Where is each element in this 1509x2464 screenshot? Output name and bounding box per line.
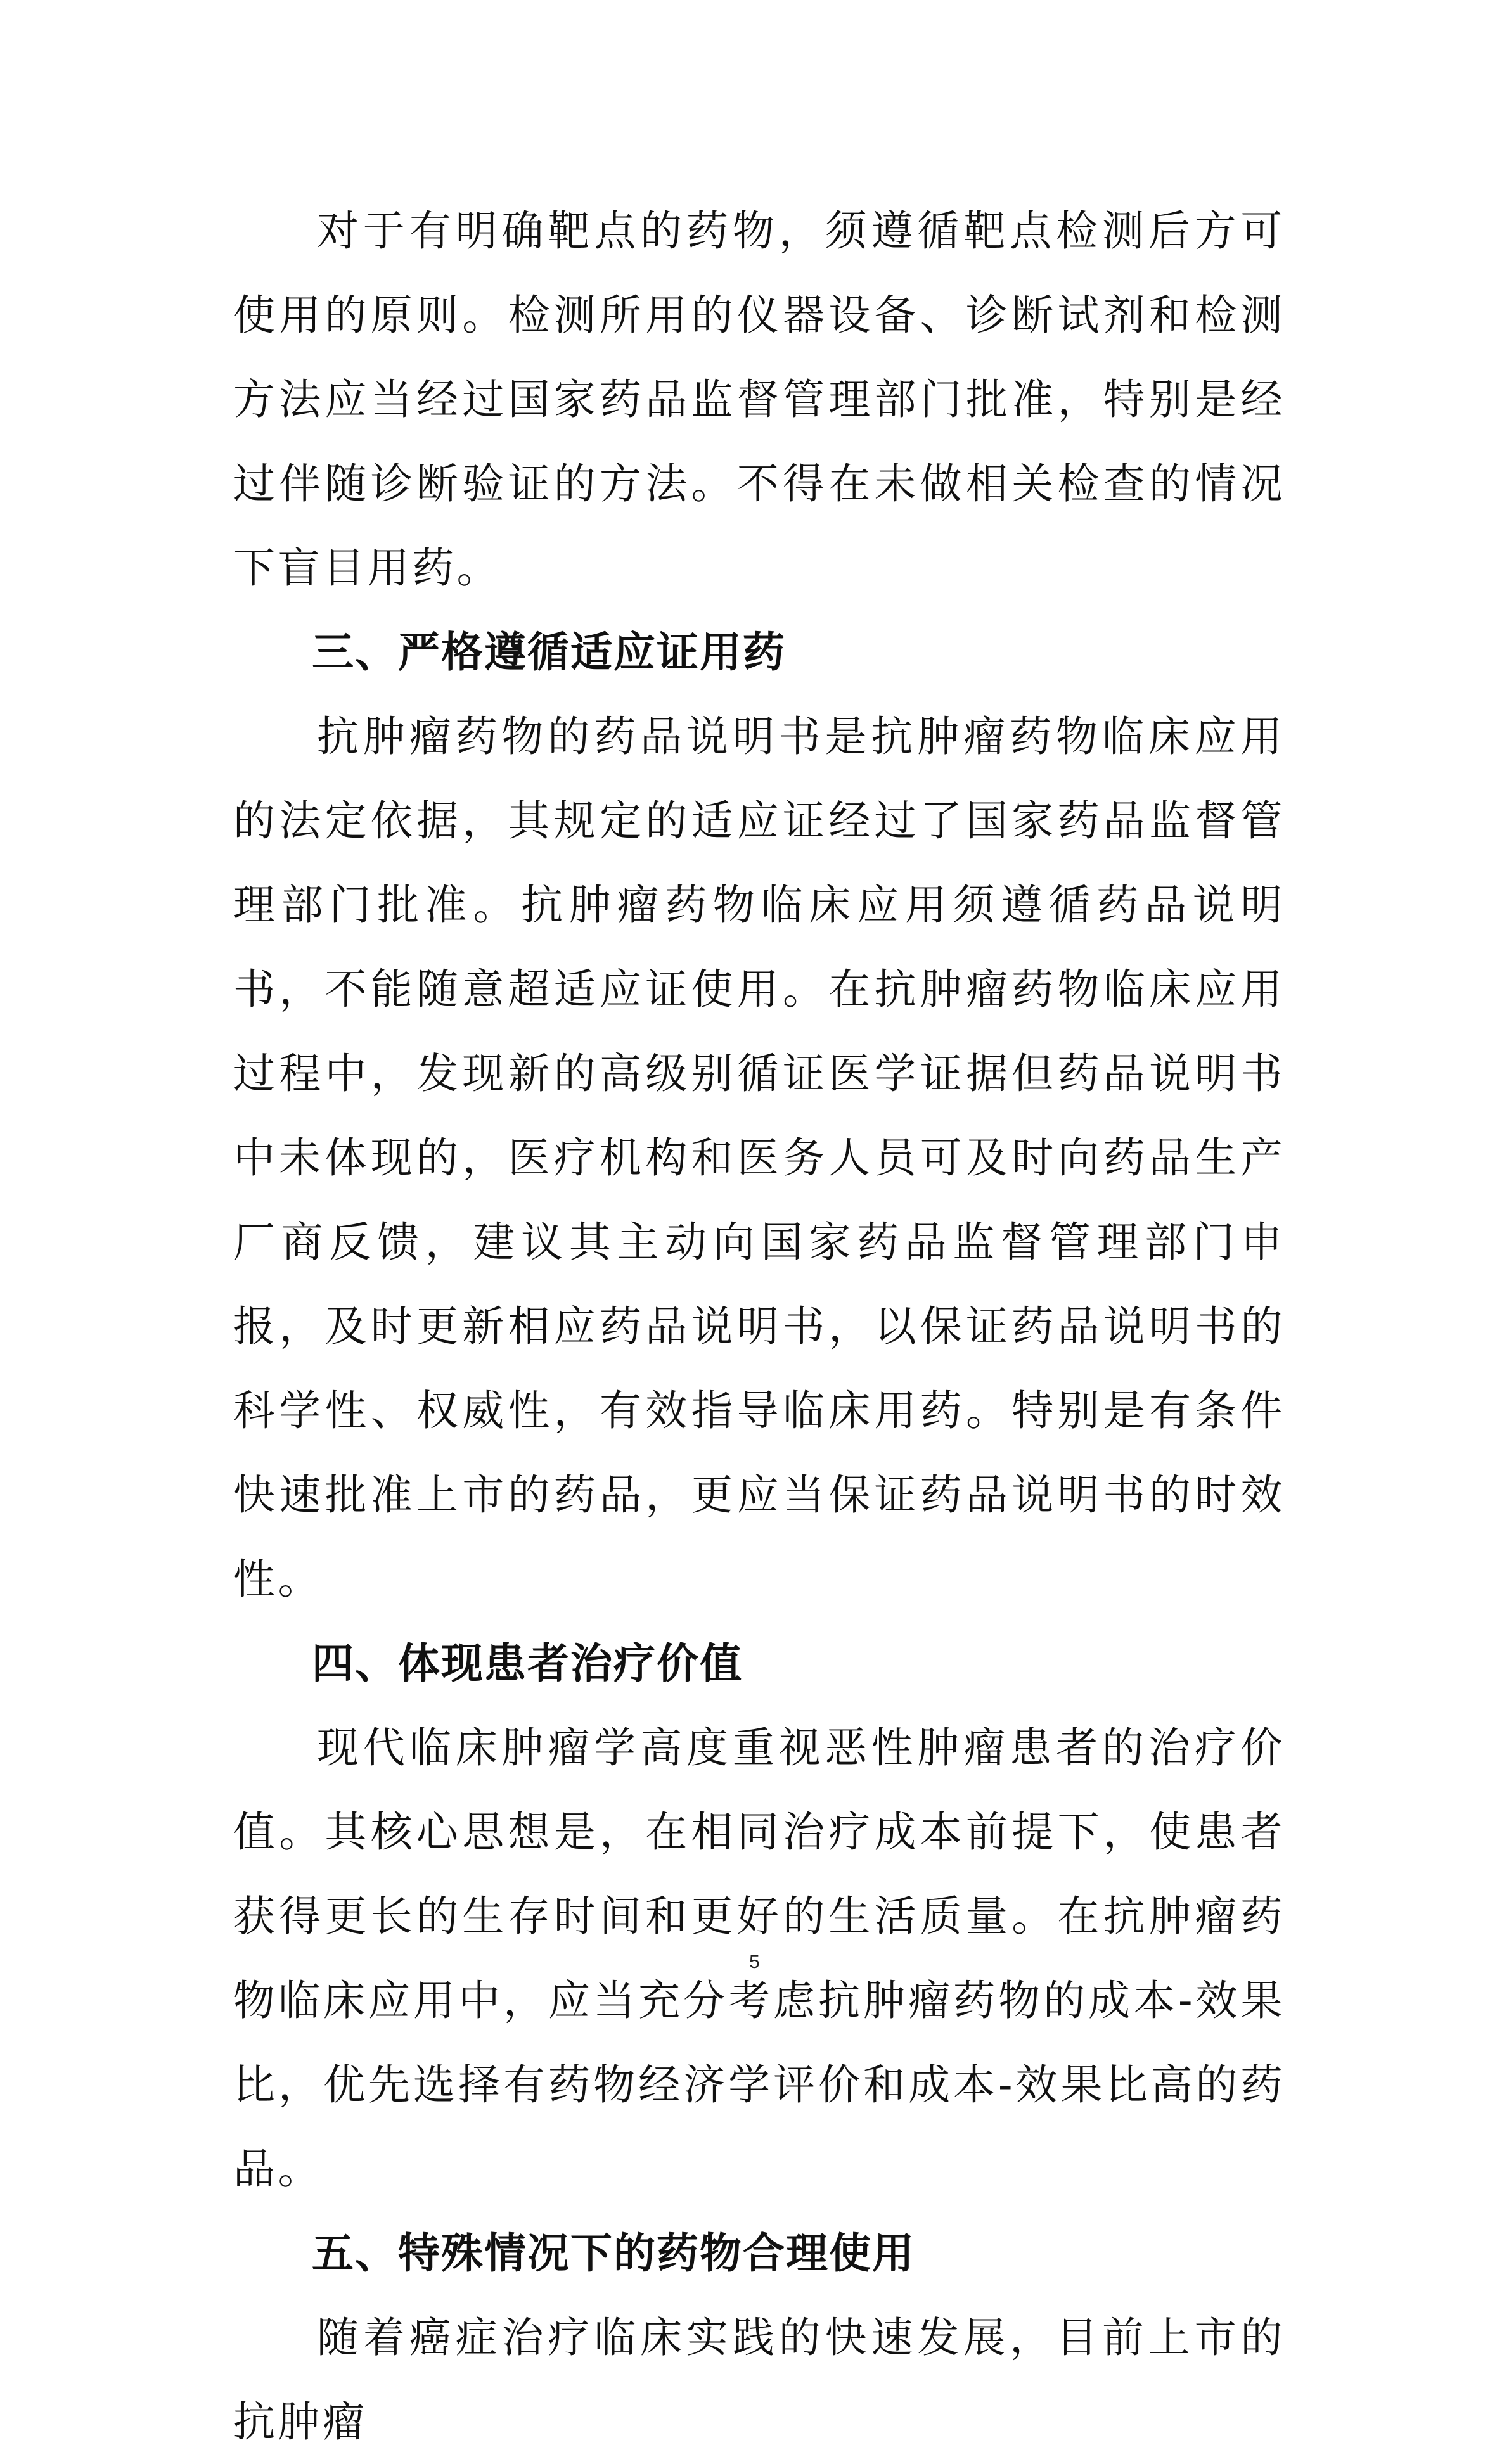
page-number: 5: [749, 1951, 760, 1972]
paragraph-indication-usage: 抗肿瘤药物的药品说明书是抗肿瘤药物临床应用的法定依据，其规定的适应证经过了国家药品监督管理部门批准。抗肿瘤药物临床应用须遵循药品说明书，不能随意超适应证使用。在抗肿瘤药物临床应用过程中，发现新的高级别循证医学证据但药品说明书中未体现的，医疗机构和医务人员可及时向药品生产厂商反馈，建议其主动向国家药品监督管理部门申报，及时更新相应药品说明书，以保证药品说明书的科学性、权威性，有效指导临床用药。特别是有条件快速批准上市的药品，更应当保证药品说明书的时效性。: [233, 712, 1285, 1604]
heading-section-three: 三、严格遵循适应证用药: [312, 628, 786, 677]
heading-section-four: 四、体现患者治疗价值: [312, 1639, 743, 1688]
paragraph-special-cases: 随着癌症治疗临床实践的快速发展，目前上市的抗肿瘤: [233, 2313, 1285, 2446]
paragraph-treatment-value: 现代临床肿瘤学高度重视恶性肿瘤患者的治疗价值。其核心思想是，在相同治疗成本前提下，使患者获得更长的生存时间和更好的生活质量。在抗肿瘤药物临床应用中，应当充分考虑抗肿瘤药物的成本-效果比，优先选择有药物经济学评价和成本-效果比高的药品。: [233, 1723, 1285, 2193]
paragraph-target-testing: 对于有明确靶点的药物，须遵循靶点检测后方可使用的原则。检测所用的仪器设备、诊断试剂和检测方法应当经过国家药品监督管理部门批准，特别是经过伴随诊断验证的方法。不得在未做相关检查的情况下盲目用药。: [233, 207, 1285, 592]
heading-section-five: 五、特殊情况下的药物合理使用: [312, 2229, 915, 2278]
document-body: [233, 189, 1285, 2464]
